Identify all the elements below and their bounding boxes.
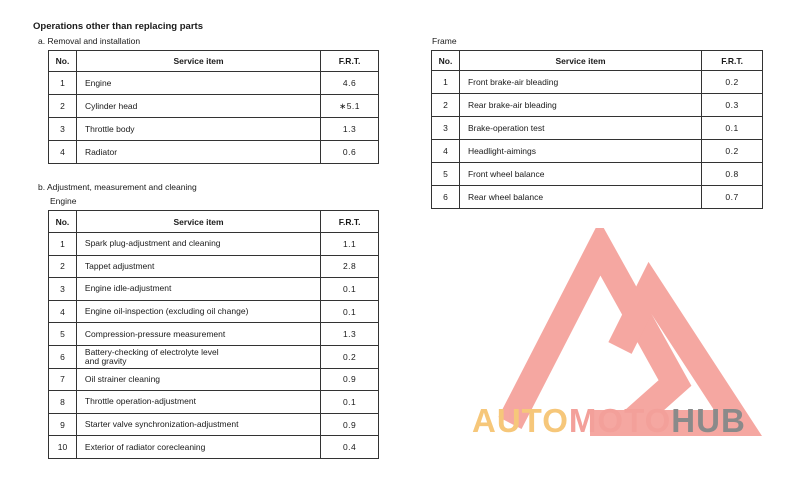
table-row: [432, 140, 763, 163]
table-row: [432, 71, 763, 94]
row-frt: 0.1: [321, 300, 379, 323]
column-header-service-item: Service item: [76, 211, 320, 233]
table-row: [49, 436, 379, 459]
column-header-frt: F.R.T.: [321, 211, 379, 233]
table-row: [432, 94, 763, 117]
row-frt: 0.1: [321, 278, 379, 301]
row-no: 4: [49, 300, 77, 323]
row-no: 4: [49, 141, 77, 164]
table-row: [49, 255, 379, 278]
row-no: 8: [49, 391, 77, 414]
row-service-item: Battery-checking of electrolyte level and gravity: [76, 345, 320, 368]
row-no: 3: [49, 278, 77, 301]
table-row: [432, 186, 763, 209]
row-no: 2: [49, 255, 77, 278]
row-no: 9: [49, 413, 77, 436]
row-service-item: Throttle body: [76, 118, 320, 141]
watermark-wordmark: [472, 402, 746, 440]
row-frt: 1.1: [321, 233, 379, 256]
column-header-service-item: Service item: [459, 51, 701, 71]
wordmark-hub: HUB: [671, 402, 746, 439]
row-frt: 0.8: [702, 163, 763, 186]
row-frt: 0.4: [321, 436, 379, 459]
row-frt: 1.3: [321, 323, 379, 346]
row-frt: 0.2: [702, 71, 763, 94]
table-row: [49, 233, 379, 256]
row-service-item: Starter valve synchronization-adjustment: [76, 413, 320, 436]
row-service-item: Front wheel balance: [459, 163, 701, 186]
section-a-title: a. Removal and installation: [38, 36, 141, 46]
table-header-row: [49, 211, 379, 233]
row-service-item: Headlight-aimings: [459, 140, 701, 163]
row-no: 1: [49, 72, 77, 95]
row-frt: 2.8: [321, 255, 379, 278]
row-frt: 0.7: [702, 186, 763, 209]
wordmark-auto: AUTO: [472, 402, 569, 439]
row-frt: 0.6: [321, 141, 379, 164]
row-no: 3: [49, 118, 77, 141]
table-header-row: [49, 51, 379, 72]
row-frt: 1.3: [321, 118, 379, 141]
row-frt: 0.9: [321, 413, 379, 436]
table-row: [49, 278, 379, 301]
table-row: [49, 141, 379, 164]
frame-title: Frame: [432, 36, 457, 46]
row-service-item: Compression-pressure measurement: [76, 323, 320, 346]
row-frt: 0.9: [321, 368, 379, 391]
table-row: [49, 300, 379, 323]
table-row: [49, 368, 379, 391]
row-no: 7: [49, 368, 77, 391]
row-service-item: Throttle operation-adjustment: [76, 391, 320, 414]
row-no: 10: [49, 436, 77, 459]
table-header-row: [432, 51, 763, 71]
column-header-frt: F.R.T.: [702, 51, 763, 71]
row-no: 1: [432, 71, 460, 94]
row-frt: 0.1: [321, 391, 379, 414]
row-service-item: Engine: [76, 72, 320, 95]
row-no: 1: [49, 233, 77, 256]
row-service-item: Exterior of radiator corecleaning: [76, 436, 320, 459]
row-frt: 4.6: [321, 72, 379, 95]
row-service-item: Engine oil-inspection (excluding oil change): [76, 300, 320, 323]
row-no: 6: [49, 345, 77, 368]
column-header-service-item: Service item: [76, 51, 320, 72]
row-service-item: Tappet adjustment: [76, 255, 320, 278]
section-b-subtitle: Engine: [50, 196, 77, 206]
row-no: 4: [432, 140, 460, 163]
row-service-item: Brake-operation test: [459, 117, 701, 140]
row-service-item: Engine idle-adjustment: [76, 278, 320, 301]
row-no: 3: [432, 117, 460, 140]
removal-installation-table: [48, 50, 379, 164]
row-no: 2: [432, 94, 460, 117]
table-row: [49, 413, 379, 436]
table-row: [49, 323, 379, 346]
row-frt: 0.2: [321, 345, 379, 368]
row-service-item: Rear wheel balance: [459, 186, 701, 209]
table-row: [49, 95, 379, 118]
row-service-item: Front brake-air bleading: [459, 71, 701, 94]
row-frt: 0.3: [702, 94, 763, 117]
column-header-no: No.: [432, 51, 460, 71]
engine-adjustment-table: [48, 210, 379, 459]
row-frt: 0.2: [702, 140, 763, 163]
row-no: 6: [432, 186, 460, 209]
column-header-frt: F.R.T.: [321, 51, 379, 72]
table-row: [49, 72, 379, 95]
row-service-item: Cylinder head: [76, 95, 320, 118]
column-header-no: No.: [49, 211, 77, 233]
column-header-no: No.: [49, 51, 77, 72]
row-service-item: Rear brake-air bleading: [459, 94, 701, 117]
row-no: 5: [49, 323, 77, 346]
row-no: 5: [432, 163, 460, 186]
table-row: [432, 117, 763, 140]
row-no: 2: [49, 95, 77, 118]
row-service-item: Oil strainer cleaning: [76, 368, 320, 391]
page-title: Operations other than replacing parts: [33, 21, 203, 32]
section-b-title: b. Adjustment, measurement and cleaning: [38, 182, 197, 192]
table-row: [432, 163, 763, 186]
table-row: [49, 118, 379, 141]
row-frt: 0.1: [702, 117, 763, 140]
row-service-item: Radiator: [76, 141, 320, 164]
frame-table: [431, 50, 763, 209]
wordmark-moto: MOTO: [568, 402, 672, 439]
table-row: [49, 345, 379, 368]
row-service-item: Spark plug-adjustment and cleaning: [76, 233, 320, 256]
table-row: [49, 391, 379, 414]
row-frt: ∗5.1: [321, 95, 379, 118]
